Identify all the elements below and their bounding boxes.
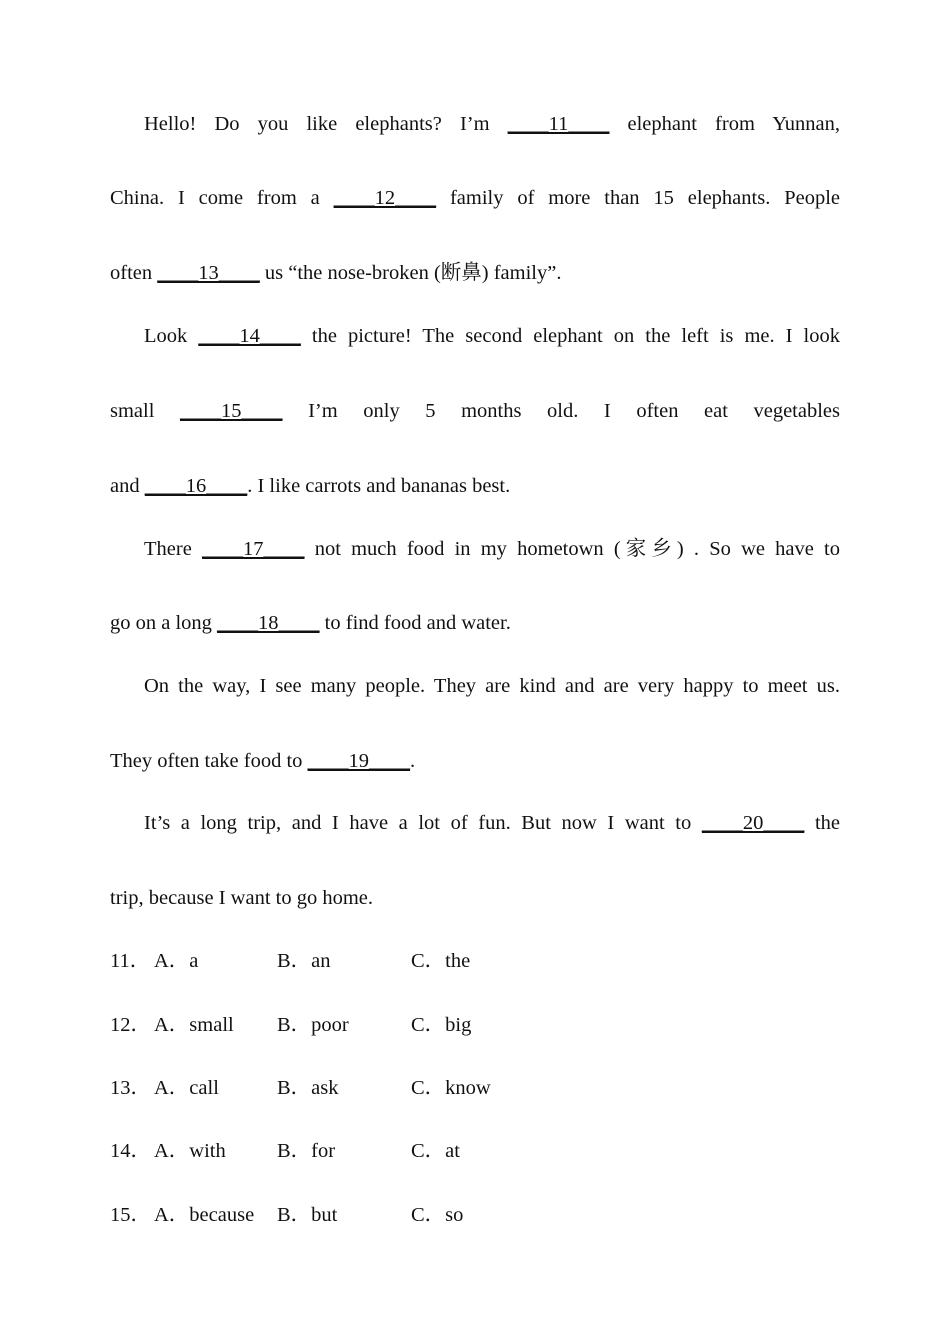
passage-text: I’m only 5 months old. I often eat vegetables <box>282 400 841 422</box>
passage-text: often <box>110 262 158 284</box>
blank-19: ____19____ <box>307 750 411 772</box>
passage-line <box>110 811 840 835</box>
option-b: B．poor <box>277 1014 349 1036</box>
blank-11: ____11____ <box>507 113 610 135</box>
passage-line <box>110 749 840 773</box>
passage-line <box>110 112 840 136</box>
option-a: A．small <box>154 1014 234 1036</box>
passage-line <box>110 324 840 348</box>
passage-text: family of more than 15 elephants. People <box>436 187 840 209</box>
passage-line <box>110 886 840 910</box>
passage-line <box>110 611 840 635</box>
blank-16: ____16____ <box>144 475 248 497</box>
passage-line <box>110 261 840 285</box>
passage-text: Hello! Do you like elephants? I’m <box>144 113 508 135</box>
option-b: B．but <box>277 1204 338 1226</box>
passage-text: elephant from Yunnan, <box>609 113 840 135</box>
passage-text: They often take food to <box>110 750 308 772</box>
passage-text: . <box>410 750 416 772</box>
blank-20: ____20____ <box>701 812 805 834</box>
passage-line <box>110 474 840 498</box>
option-b: B．an <box>277 950 331 972</box>
blank-13: ____13____ <box>157 262 260 284</box>
passage-text: to find food and water. <box>319 612 511 634</box>
passage-text: China. I come from a <box>110 187 334 209</box>
option-c: C．so <box>411 1204 464 1226</box>
passage-text: It’s a long trip, and I have a lot of fun. But now I want to <box>144 812 702 834</box>
option-a: A．with <box>154 1140 226 1162</box>
blank-14: ____14____ <box>198 325 301 347</box>
option-b: B．ask <box>277 1077 339 1099</box>
passage-text: Look <box>144 325 199 347</box>
passage-text: trip, because I want to go home. <box>110 887 374 909</box>
blank-12: ____12____ <box>333 187 437 209</box>
blank-15: ____15____ <box>180 400 283 422</box>
passage-line <box>110 186 840 210</box>
passage-text: and <box>110 475 145 497</box>
question-number: 11． <box>110 950 151 972</box>
passage-text: the picture! The second elephant on the left is me. I look <box>300 325 840 347</box>
passage-text: not much food in my hometown (家乡) . So we have to <box>304 538 841 560</box>
question-number: 15． <box>110 1204 151 1226</box>
passage-text: small <box>110 400 180 422</box>
passage-line <box>110 399 840 423</box>
question-number: 12． <box>110 1014 151 1036</box>
option-c: C．big <box>411 1014 472 1036</box>
question-number: 14． <box>110 1140 151 1162</box>
passage-text: the <box>804 812 840 834</box>
option-a: A．because <box>154 1204 255 1226</box>
passage-line <box>110 674 840 698</box>
passage-text: On the way, I see many people. They are kind and are very happy to meet us. <box>144 675 840 697</box>
passage-text: us “the nose-broken (断鼻) family”. <box>259 262 562 284</box>
blank-17: ____17____ <box>202 538 305 560</box>
passage-line <box>110 537 840 561</box>
option-c: C．the <box>411 950 471 972</box>
option-c: C．know <box>411 1077 491 1099</box>
blank-18: ____18____ <box>217 612 320 634</box>
passage-text: There <box>144 538 202 560</box>
passage-text: . I like carrots and bananas best. <box>247 475 511 497</box>
option-a: A．a <box>154 950 199 972</box>
option-b: B．for <box>277 1140 336 1162</box>
question-number: 13． <box>110 1077 151 1099</box>
option-c: C．at <box>411 1140 460 1162</box>
option-a: A．call <box>154 1077 219 1099</box>
passage-text: go on a long <box>110 612 218 634</box>
